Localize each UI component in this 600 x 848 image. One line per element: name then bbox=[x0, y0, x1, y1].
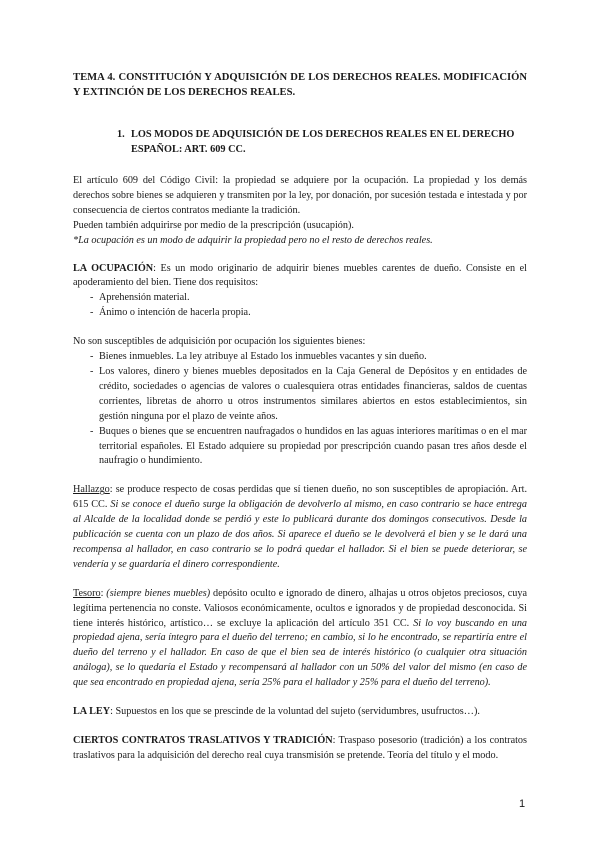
tesoro-term: Tesoro bbox=[73, 587, 101, 599]
document-page bbox=[73, 70, 527, 764]
ocupacion-paragraph bbox=[73, 262, 527, 292]
no-susceptibles-list bbox=[73, 350, 527, 469]
dash-bullet: - bbox=[90, 292, 94, 304]
page-number: 1 bbox=[519, 798, 526, 810]
ocupacion-term: LA OCUPACIÓN bbox=[73, 262, 154, 274]
document-title: TEMA 4. CONSTITUCIÓN Y ADQUISICIÓN DE LOS DERECHOS REALES. MODIFICACIÓN Y EXTINCIÓN DE LOS DERECHOS REALES. bbox=[73, 72, 527, 98]
section-title: LOS MODOS DE ADQUISICIÓN DE LOS DERECHOS REALES EN EL DERECHO ESPAÑOL: ART. 609 CC. bbox=[131, 129, 515, 155]
dash-bullet: - bbox=[90, 307, 94, 319]
section-heading bbox=[73, 127, 527, 157]
dash-bullet: - bbox=[90, 365, 94, 377]
requisitos-list bbox=[73, 291, 527, 321]
list-item: - Ánimo o intención de hacerla propia. bbox=[73, 306, 527, 321]
list-item: - Bienes inmuebles. La ley atribuye al Estado los inmuebles vacantes y sin dueño. bbox=[73, 350, 527, 365]
tesoro-paragraph: Tesoro: (siempre bienes muebles) depósito oculto e ignorado de dinero, alhajas u otros objetos preciosos, cuya legítima pertenencia no conste. Valiosos económicamente, ocultos e ignorados y de propiedad desconocida. Si tiene interés histórico, artístico… se excluye la aplicación del artículo 351 CC. Si lo voy buscando en una propiedad ajena, sería íntegro para el dueño del terreno; en cambio, si lo he encontrado, se repartiría entre el dueño del terreno y el hallador. En caso de que el bien sea de interés histórico (o cualquier otra situación análoga), se lo quedaría el Estado y recompensará al hallador con un 50% del valor del mismo (en caso de que sea encontrado en propiedad ajena, sería 25% para el hallador y 25% para el dueño del terreno). bbox=[73, 587, 528, 689]
dash-bullet: - bbox=[90, 425, 94, 437]
list-item: - Buques o bienes que se encuentren naufragados o hundidos en las aguas interiores marítimas o en el mar territorial españoles. El Estado adquiere su propiedad por prescripción cuando pasan tres años desde el naufragio o hundimiento. bbox=[73, 425, 527, 470]
intro-prescripcion: Pueden también adquirirse por medio de la prescripción (usucapión). bbox=[73, 219, 354, 231]
no-susceptibles-intro: No son susceptibles de adquisición por ocupación los siguientes bienes: bbox=[73, 336, 366, 348]
ley-term: LA LEY bbox=[73, 706, 111, 718]
contratos-term: CIERTOS CONTRATOS TRASLATIVOS Y TRADICIÓN bbox=[73, 735, 333, 746]
intro-note: *La ocupación es un modo de adquirir la propiedad pero no el resto de derechos reales. bbox=[73, 234, 433, 246]
hallazgo-term: Hallazgo bbox=[73, 484, 110, 496]
list-item: - Aprehensión material. bbox=[73, 291, 527, 306]
ley-paragraph: LA LEY: Supuestos en los que se prescinde de la voluntad del sujeto (servidumbres, usufructos…). bbox=[73, 706, 480, 718]
ocupacion-text: : Es un modo originario de adquirir bienes muebles carentes de dueño. Consiste en el apoderamiento del bien. Tiene dos requisitos: bbox=[73, 262, 527, 289]
list-item: - Los valores, dinero y bienes muebles depositados en la Caja General de Depósitos y en entidades de crédito, sociedades o agencias de valores o cualesquiera otras entidades financieras, saldos de cuentas corrientes, libretas de ahorro u otros instrumentos similares abiertos en estos establecimientos, sin gestión ninguna por el plazo de veinte años. bbox=[73, 365, 527, 425]
contratos-paragraph: CIERTOS CONTRATOS TRASLATIVOS Y TRADICIÓN: Traspaso posesorio (tradición) a los contratos traslativos para la adquisición del derecho real cuya transmisión se pretende. Teoría del título y el modo. bbox=[73, 735, 527, 761]
dash-bullet: - bbox=[90, 351, 94, 363]
intro-paragraph: El artículo 609 del Código Civil: la propiedad se adquiere por la ocupación. La propiedad y los demás derechos sobre bienes se adquieren y transmiten por la ley, por donación, por sucesión testada e intestada y por consecuencia de ciertos contratos mediante la tradición. bbox=[73, 175, 527, 216]
hallazgo-paragraph: Hallazgo: se produce respecto de cosas perdidas que sí tienen dueño, no son susceptibles de apropiación. Art. 615 CC. Si se conoce el dueño surge la obligación de devolverlo al mismo, en caso contrario se hace entrega al Alcalde de la localidad donde se perdió y este lo publicará durante dos domingos consecutivos. Desde la publicación se cuenta con un plazo de dos años. Si aparece el dueño se le devolverá el bien y se le dará una recompensa al hallador, en caso contrario se lo podrá quedar el hallador. Si el bien se puede deteriorar, se vendería y se guardaría el dinero correspondiente. bbox=[73, 484, 527, 570]
section-number: 1. bbox=[117, 129, 125, 140]
